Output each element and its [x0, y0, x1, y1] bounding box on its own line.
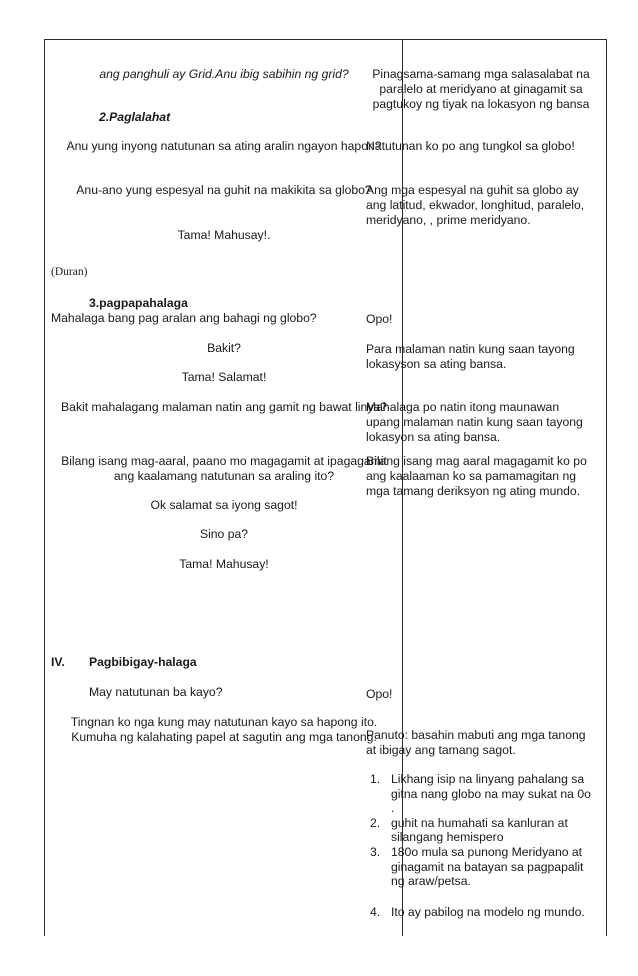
quiz-item: [370, 816, 596, 845]
quiz-item-text: Ito ay pabilog na modelo ng mundo.: [391, 904, 585, 919]
praise-2: Tama! Mahusay!: [179, 557, 269, 571]
duran-note: (Duran): [51, 266, 88, 278]
quiz-item-number: 3.: [370, 844, 381, 859]
section-title: Pagbibigay-halaga: [89, 655, 197, 669]
question-bakit: Bakit?: [207, 341, 241, 355]
bilang-answer: Bilang isang mag aaral magagamit ko po ang kaalaaman ko sa pamamagitan ng mga tamang deriksyon ng ating mundo.: [366, 454, 587, 498]
question-bakit-mahalaga: Bakit mahalagang malaman natin ang gamit ng bawat linya?: [61, 400, 387, 414]
quiz-item-number: 1.: [370, 772, 381, 786]
instruction-text: Tingnan ko nga kung may natutunan kayo sa hapong ito. Kumuha ng kalahating papel at sagutin ang mga tanong.: [70, 715, 378, 744]
paglalahat-heading: 2.Paglalahat: [99, 110, 171, 124]
panuto-text: Panuto: basahin mabuti ang mga tanong at ibigay ang tamang sagot.: [366, 728, 586, 757]
lesson-table: [44, 39, 607, 936]
opo-answer-2: Opo!: [366, 687, 393, 701]
question-espesyal: Anu-ano yung espesyal na guhit na makikita sa globo?: [76, 183, 372, 197]
quiz-item: [370, 772, 596, 816]
ok-salamat: Ok salamat sa iyong sagot!: [150, 498, 298, 512]
quiz-item-text: Likhang isip na linyang pahalang sa gitna nang globo na may sukat na 0o .: [391, 772, 591, 816]
quiz-item-text: 180o mula sa punong Meridyano at ginagamit na batayan sa pagpapalit ng araw/petsa.: [391, 844, 584, 889]
question-natutunan: Anu yung inyong natutunan sa ating aralin ngayon hapon?: [66, 139, 382, 153]
question-may-natutunan: May natutunan ba kayo?: [89, 685, 223, 699]
sino-pa: Sino pa?: [199, 527, 249, 541]
mahalaga-po-answer: Mahalaga po natin itong maunawan upang malaman natin kung saan tayong lokasyon sa ating bansa.: [366, 400, 583, 444]
section-number: IV.: [51, 655, 65, 669]
question-mahalaga: Mahalaga bang pag aralan ang bahagi ng globo?: [51, 311, 317, 325]
question-bilang: Bilang isang mag-aaral, paano mo magagamit at ipagagamit ang kaalamang natutunan sa araling ito?: [61, 454, 387, 483]
quiz-item: [370, 905, 596, 920]
quiz-list: [370, 772, 596, 919]
praise-1: Tama! Mahusay!.: [177, 228, 271, 242]
quiz-item-text: guhit na humahati sa kanluran at silangang hemispero: [391, 815, 568, 845]
quiz-item-number: 2.: [370, 815, 381, 830]
grid-answer: Pinagsama-samang mga salasalabat na paralelo at meridyano at ginagamit sa pagtukoy ng tiyak na lokasyon ng bansa: [372, 67, 590, 111]
pagpapahalaga-heading: 3.pagpapahalaga: [89, 296, 188, 310]
natutunan-answer: Natutunan ko po ang tungkol sa globo!: [366, 139, 575, 153]
para-malaman-answer: Para malaman natin kung saan tayong lokasyson sa ating bansa.: [366, 342, 575, 371]
grid-question: ang panghuli ay Grid.Anu ibig sabihin ng grid?: [99, 67, 349, 81]
espesyal-answer: Ang mga espesyal na guhit sa globo ay ang latitud, ekwador, longhitud, paralelo, meridyano, , prime meridyano.: [366, 183, 585, 227]
tama-salamat: Tama! Salamat!: [181, 370, 267, 384]
quiz-item-number: 4.: [370, 904, 381, 919]
opo-answer-1: Opo!: [366, 312, 393, 326]
quiz-item: [370, 845, 596, 889]
